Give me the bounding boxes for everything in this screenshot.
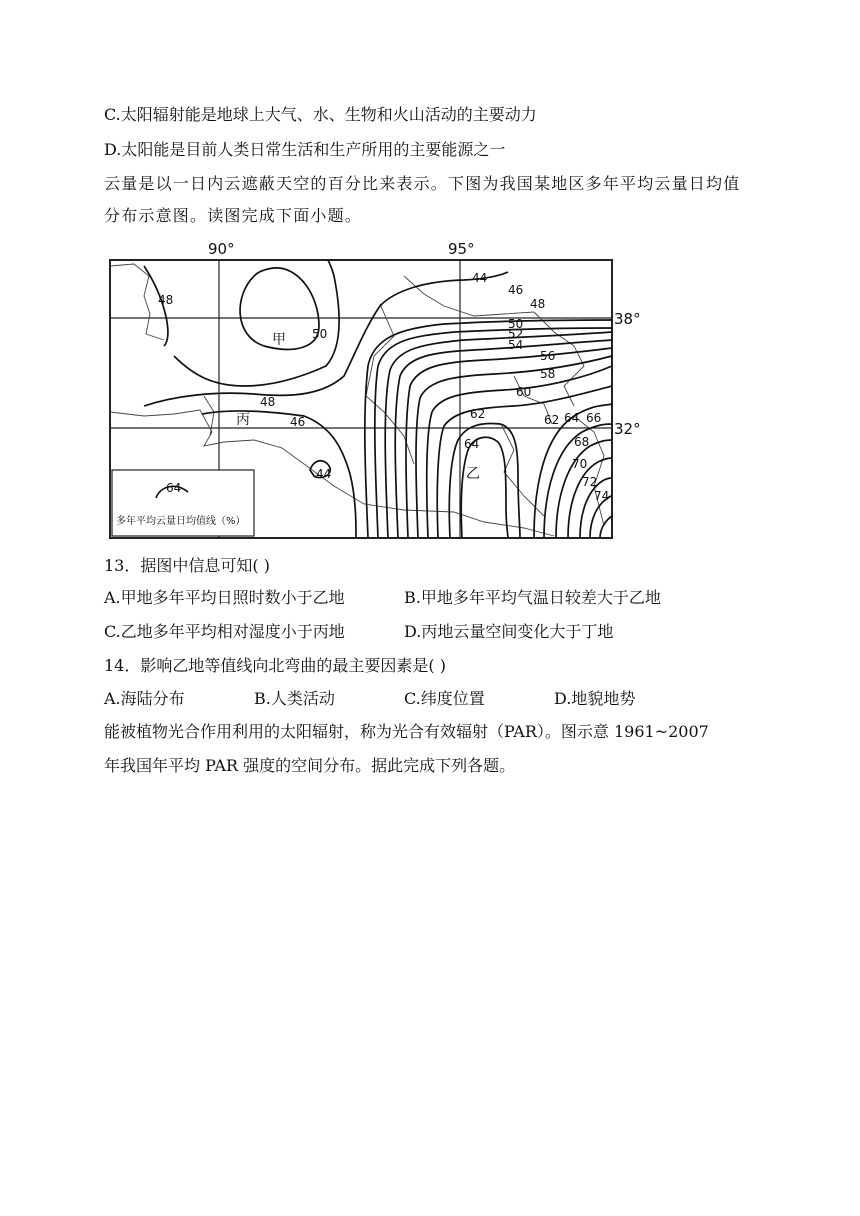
contour-label: 50 (508, 317, 524, 331)
contour-label: 48 (260, 395, 276, 409)
contour-label: 74 (594, 489, 610, 503)
intro-line-1: 云量是以一日内云遮蔽天空的百分比来表示。下图为我国某地区多年平均云量日均值 (104, 174, 741, 193)
q14-stem: 14．影响乙地等值线向北弯曲的最主要因素是( ) (104, 656, 446, 675)
legend-text: 多年平均云量日均值线（%） (116, 516, 246, 527)
contour-label: 64 (564, 411, 580, 425)
legend-value: 64 (166, 481, 182, 495)
contour-label: 44 (472, 271, 488, 285)
contour-label: 46 (290, 415, 306, 429)
contour-label: 44 (316, 467, 332, 481)
contour-label: 54 (508, 338, 524, 352)
contour-label: 48 (530, 297, 546, 311)
lon-label-90: 90° (208, 240, 235, 258)
contour-label: 70 (572, 457, 588, 471)
par-intro-line-2: 年我国年平均 PAR 强度的空间分布。据此完成下列各题。 (104, 756, 516, 775)
contour-label: 62 (544, 413, 560, 427)
contour-label: 60 (516, 385, 532, 399)
place-yi: 乙 (466, 466, 480, 482)
contour-label: 46 (508, 283, 524, 297)
q14-option-a[interactable]: A.海陆分布 (104, 689, 185, 708)
q13-option-c[interactable]: C.乙地多年平均相对湿度小于丙地 (104, 622, 345, 641)
contour-label: 66 (586, 411, 602, 425)
contour-label: 62 (470, 407, 486, 421)
q14-option-d[interactable]: D.地貌地势 (554, 689, 636, 708)
q13-option-d[interactable]: D.丙地云量空间变化大于丁地 (404, 622, 614, 641)
intro-line-2: 分布示意图。读图完成下面小题。 (104, 206, 363, 225)
q13-option-b[interactable]: B.甲地多年平均气温日较差大于乙地 (404, 588, 661, 607)
option-c-line: C.太阳辐射能是地球上大气、水、生物和火山活动的主要动力 (104, 105, 537, 124)
option-d-line: D.太阳能是目前人类日常生活和生产所用的主要能源之一 (104, 140, 506, 159)
contour-label: 72 (582, 475, 598, 489)
place-jia: 甲 (272, 332, 286, 348)
q14-option-b[interactable]: B.人类活动 (254, 689, 335, 708)
q13-option-a[interactable]: A.甲地多年平均日照时数小于乙地 (104, 588, 345, 607)
contour-label: 50 (312, 327, 328, 341)
place-bing: 丙 (236, 412, 250, 428)
contour-label: 58 (540, 367, 556, 381)
par-intro-line-1: 能被植物光合作用利用的太阳辐射，称为光合有效辐射（PAR）。图示意 1961~2007 (104, 722, 709, 741)
contour-label: 56 (540, 349, 556, 363)
q14-option-c[interactable]: C.纬度位置 (404, 689, 485, 708)
cloud-cover-map (104, 236, 641, 542)
lat-label-32: 32° (614, 420, 641, 438)
lat-label-38: 38° (614, 310, 641, 328)
lon-label-95: 95° (448, 240, 475, 258)
contour-label: 48 (158, 293, 174, 307)
map-legend (112, 470, 254, 536)
contour-label: 64 (464, 437, 480, 451)
contour-label: 68 (574, 435, 590, 449)
contour-label: 52 (508, 327, 524, 341)
q13-stem: 13．据图中信息可知( ) (104, 556, 270, 575)
